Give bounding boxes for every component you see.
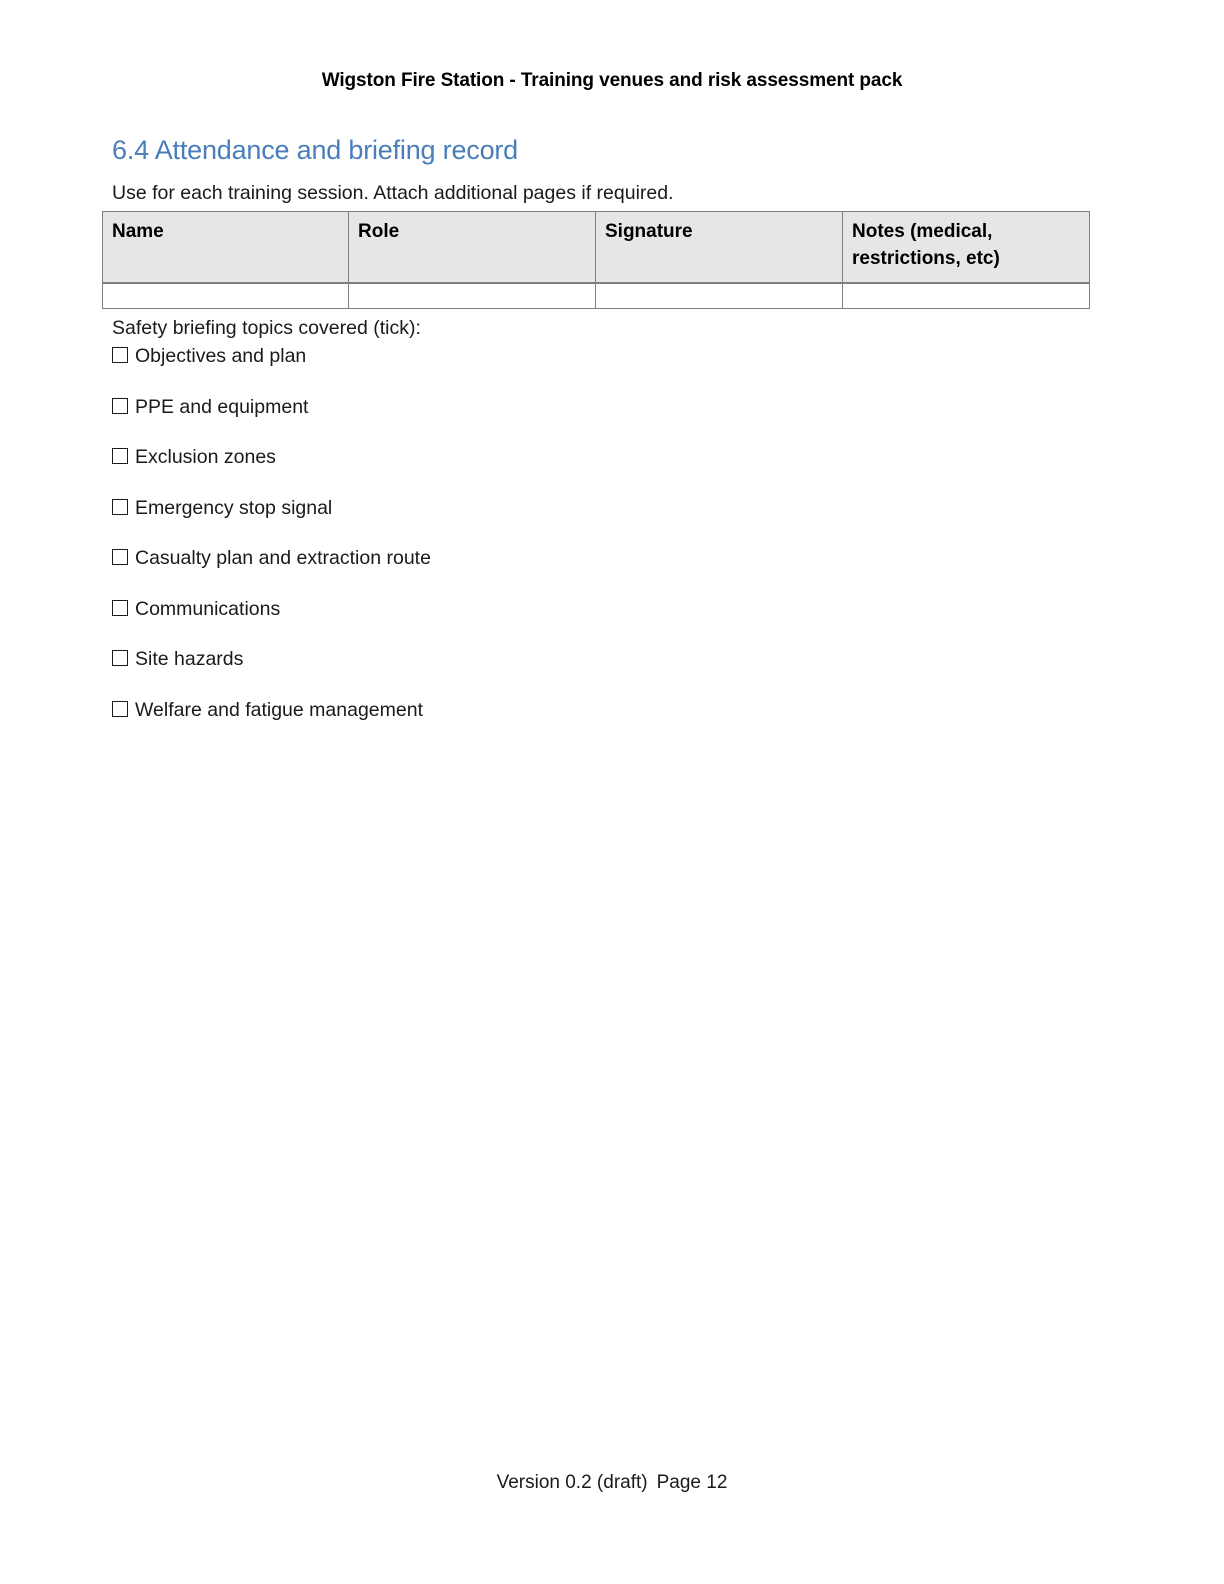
checklist-item-label: Communications — [135, 597, 281, 620]
checklist-intro-text: Safety briefing topics covered (tick): — [112, 316, 421, 339]
empty-checkbox-icon[interactable] — [112, 448, 128, 464]
empty-checkbox-icon[interactable] — [112, 549, 128, 565]
checklist-item-label: Emergency stop signal — [135, 496, 333, 519]
cell-signature[interactable] — [596, 283, 843, 309]
list-item[interactable] — [112, 447, 431, 498]
safety-briefing-checklist — [112, 346, 431, 750]
document-running-header: Wigston Fire Station - Training venues and risk assessment pack — [321, 70, 903, 91]
checklist-item-label: Exclusion zones — [135, 446, 276, 468]
table-header-row — [103, 212, 1090, 283]
section-intro-text: Use for each training session. Attach additional pages if required. — [112, 181, 674, 204]
page-title: 6.4 Attendance and briefing record — [112, 135, 518, 166]
empty-checkbox-icon[interactable] — [112, 398, 128, 414]
list-item[interactable] — [112, 397, 431, 448]
checklist-item-label: Site hazards — [135, 648, 244, 670]
column-header-signature: Signature — [596, 212, 843, 283]
document-footer — [0, 1472, 1224, 1494]
list-item[interactable] — [112, 649, 431, 700]
empty-checkbox-icon[interactable] — [112, 701, 128, 717]
table-row — [103, 283, 1090, 309]
checklist-item-label: Casualty plan and extraction route — [135, 547, 431, 569]
list-item[interactable] — [112, 498, 431, 549]
footer-page-number: Page 12 — [656, 1472, 728, 1493]
checklist-item-label: Objectives and plan — [135, 345, 307, 367]
empty-checkbox-icon[interactable] — [112, 600, 128, 616]
column-header-notes: Notes (medical, restrictions, etc) — [843, 212, 1090, 283]
cell-role[interactable] — [349, 283, 596, 309]
empty-checkbox-icon[interactable] — [112, 499, 128, 515]
column-header-role: Role — [349, 212, 596, 283]
list-item[interactable] — [112, 346, 431, 397]
empty-checkbox-icon[interactable] — [112, 347, 128, 363]
list-item[interactable] — [112, 548, 431, 599]
list-item[interactable] — [112, 700, 431, 751]
checklist-item-label: Welfare and fatigue management — [135, 698, 423, 721]
attendance-table — [102, 211, 1090, 309]
cell-name[interactable] — [103, 283, 349, 309]
empty-checkbox-icon[interactable] — [112, 650, 128, 666]
footer-version-label: Version 0.2 (draft) — [496, 1472, 648, 1493]
list-item[interactable] — [112, 599, 431, 650]
checklist-item-label: PPE and equipment — [135, 395, 309, 418]
column-header-name: Name — [103, 212, 349, 283]
cell-notes[interactable] — [843, 283, 1090, 309]
